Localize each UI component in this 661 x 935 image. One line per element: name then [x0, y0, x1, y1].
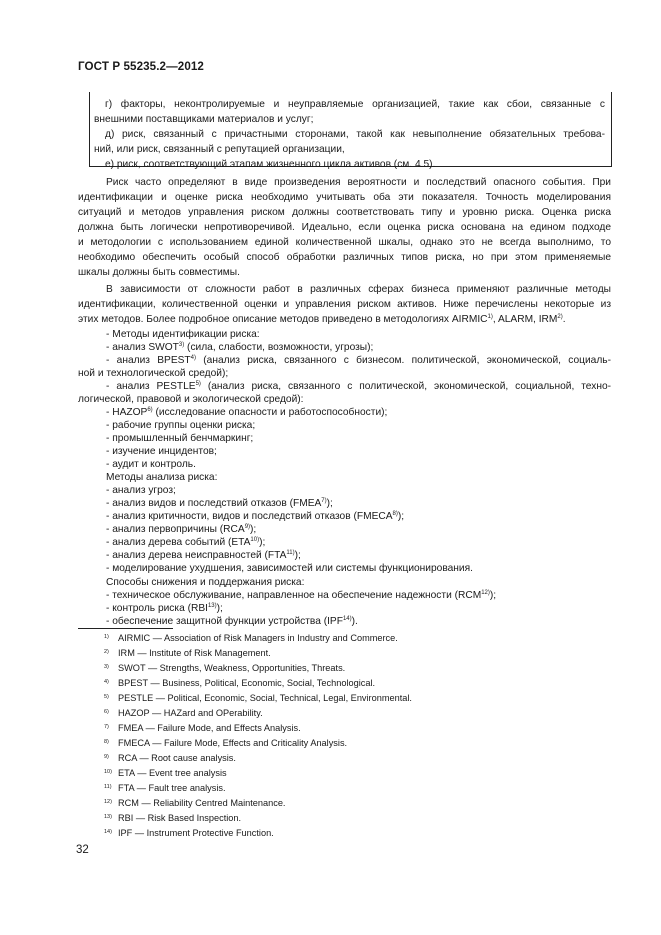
list-item: - промышленный бенчмаркинг;	[106, 433, 254, 444]
paragraph-line: В зависимости от сложности работ в различных сферах бизнеса применяют различные методы	[106, 284, 611, 295]
list-item-continuation: ной и технологической средой);	[78, 368, 229, 379]
box-line: внешними поставщиками материалов и услуг;	[94, 114, 314, 125]
footnote: 14) IPF — Instrument Protective Function.	[104, 828, 274, 838]
paragraph-line: шкалы должны быть совместимы.	[78, 267, 240, 278]
footnote: 3) SWOT — Strengths, Weakness, Opportunities, Threats.	[104, 663, 346, 673]
list-heading: Способы снижения и поддержания риска:	[106, 577, 305, 588]
list-item: - моделирование ухудшения, зависимостей или системы функционирования.	[106, 563, 473, 574]
footnote: 9) RCA — Root cause analysis.	[104, 753, 236, 763]
footnote-separator	[78, 628, 173, 629]
paragraph-line: идентификации, количественной оценки и управления риском активов. Ниже перечислены некоторые из	[78, 299, 611, 310]
list-item: - аудит и контроль.	[106, 459, 196, 470]
footnote: 12) RCM — Reliability Centred Maintenance.	[104, 798, 286, 808]
box-line: е) риск, соответствующий этапам жизненного цикла активов (см. 4.5).	[105, 159, 436, 170]
list-item: - анализ дерева неисправностей (FTA$^{11)}$);	[106, 550, 301, 561]
box-line: ний, или риск, связанный с репутацией организации,	[94, 144, 345, 155]
paragraph-line: этих методов. Более подробное описание методов приведено в методологиях AIRMIC$^{1)}$, ALARM, IRM$^{2)}$.	[78, 314, 566, 325]
list-item: - анализ SWOT$^{3)}$ (сила, слабости, возможности, угрозы);	[106, 342, 374, 353]
paragraph-line: ситуаций и методов управления риском должны соответствовать типу и уровню риска. Оценка риска	[78, 207, 611, 218]
list-item: - анализ первопричины (RCA$^{9)}$);	[106, 524, 257, 535]
list-item: - анализ дерева событий (ETA$^{10)}$);	[106, 537, 266, 548]
footnote: 6) HAZOP — HAZard and OPerability.	[104, 708, 263, 718]
list-item: - рабочие группы оценки риска;	[106, 420, 256, 431]
list-item: - анализ критичности, видов и последствий отказов (FMECA$^{8)}$);	[106, 511, 405, 522]
list-item: - контроль риска (RBI$^{13)}$);	[106, 603, 223, 614]
footnote: 4) BPEST — Business, Political, Economic, Social, Technological.	[104, 678, 376, 688]
footnote: 2) IRM — Institute of Risk Management.	[104, 648, 271, 658]
footnote: 5) PESTLE — Political, Economic, Social, Technical, Legal, Environmental.	[104, 693, 412, 703]
paragraph-line: идентификации и оценке риска необходимо учитывать оба эти показателя. Точность моделирования	[78, 192, 611, 203]
box-line: г) факторы, неконтролируемые и неуправляемые организацией, такие как сбои, связанные с	[105, 99, 605, 110]
page-number: 32	[76, 844, 89, 856]
paragraph-line: Риск часто определяют в виде произведения вероятности и последствий опасного события. При	[106, 177, 611, 188]
footnote: 8) FMECA — Failure Mode, Effects and Criticality Analysis.	[104, 738, 348, 748]
list-item: - анализ BPEST$^{4)}$ (анализ риска, связанного с бизнесом. политической, экономической, социаль-	[106, 355, 611, 366]
list-item: - анализ угроз;	[106, 485, 176, 496]
list-item: - изучение инцидентов;	[106, 446, 217, 457]
list-item: - HAZOP$^{6)}$ (исследование опасности и работоспособности);	[106, 407, 388, 418]
list-heading: - Методы идентификации риска:	[106, 329, 260, 340]
footnote: 13) RBI — Risk Based Inspection.	[104, 813, 242, 823]
footnote: 7) FMEA — Failure Mode, and Effects Analysis.	[104, 723, 301, 733]
list-item: - техническое обслуживание, направленное на обеспечение надежности (RCM$^{12)}$);	[106, 590, 497, 601]
footnote: 11) FTA — Fault tree analysis.	[104, 783, 226, 793]
list-item: - обеспечение защитной функции устройства (IPF$^{14)}$).	[106, 616, 358, 627]
list-item-continuation: логической, правовой и экологической средой):	[78, 394, 304, 405]
list-item: - анализ видов и последствий отказов (FMEA$^{7)}$);	[106, 498, 333, 509]
list-item: - анализ PESTLE$^{5)}$ (анализ риска, связанного с политической, экономической, социальной, техно-	[106, 381, 612, 392]
list-heading: Методы анализа риска:	[106, 472, 218, 483]
box-line: д) риск, связанный с причастными сторонами, такой как невыполнение обязательных требова-	[105, 129, 605, 140]
standard-header: ГОСТ Р 55235.2—2012	[78, 60, 204, 73]
paragraph-line: должна быть логически непротиворечивой. Идеально, если оценка риска основана на едином подходе	[78, 222, 611, 233]
paragraph-line: и методологии с использованием единой количественной шкалы, однако это не всегда выполнимо, то	[78, 237, 611, 248]
footnote: 1) AIRMIC — Association of Risk Managers in Industry and Commerce.	[104, 633, 398, 643]
paragraph-line: необходимо обеспечить особый способ обработки различных типов риска, но при этом применяемые	[78, 252, 611, 263]
footnote: 10) ETA — Event tree analysis	[104, 768, 227, 778]
